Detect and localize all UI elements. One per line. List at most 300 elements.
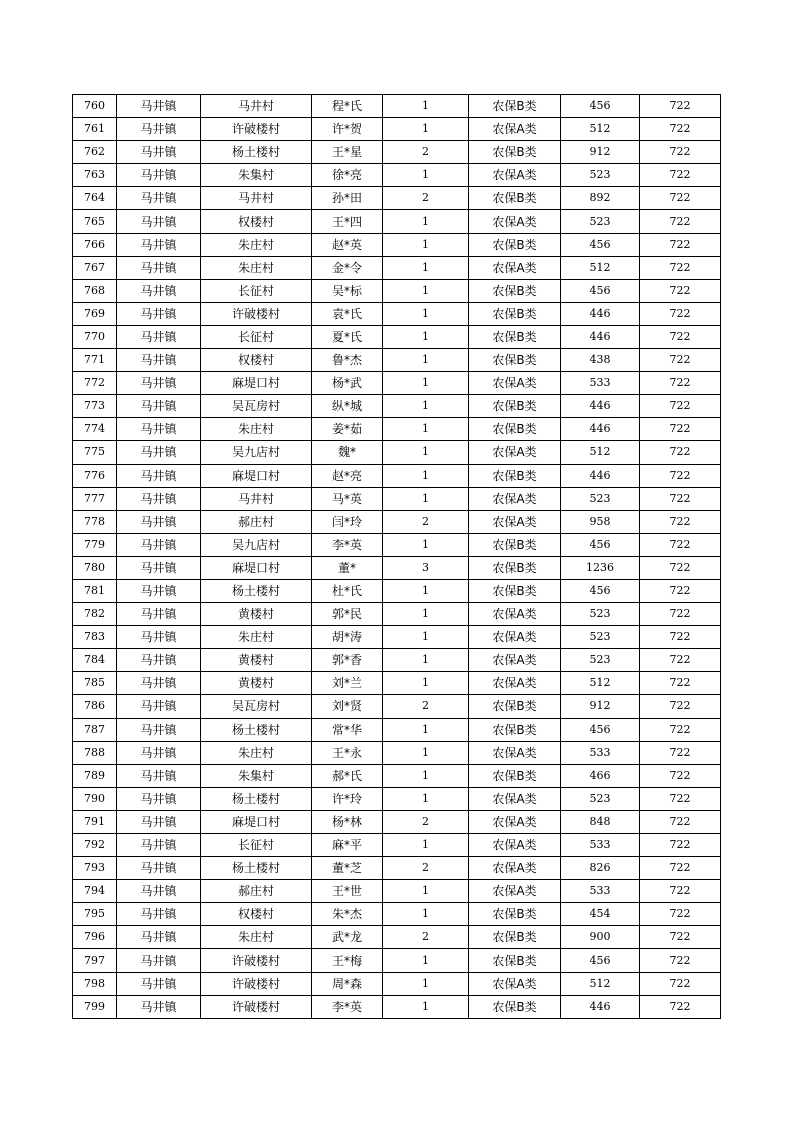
amount-cell: 512: [561, 118, 640, 141]
town-cell: 马井镇: [117, 787, 201, 810]
town-cell: 马井镇: [117, 349, 201, 372]
count-cell: 1: [383, 718, 469, 741]
table-row: [73, 141, 721, 164]
town-cell: 马井镇: [117, 995, 201, 1018]
village-cell: 朱庄村: [201, 626, 312, 649]
serial-cell: 761: [73, 118, 117, 141]
standard-cell: 722: [640, 95, 721, 118]
name-cell: 郭*民: [312, 603, 383, 626]
amount-cell: 446: [561, 325, 640, 348]
amount-cell: 523: [561, 626, 640, 649]
name-cell: 闫*玲: [312, 510, 383, 533]
count-cell: 1: [383, 649, 469, 672]
category-cell: 农保A类: [469, 603, 561, 626]
town-cell: 马井镇: [117, 603, 201, 626]
village-cell: 朱庄村: [201, 256, 312, 279]
name-cell: 赵*亮: [312, 464, 383, 487]
village-cell: 朱集村: [201, 764, 312, 787]
name-cell: 纵*城: [312, 395, 383, 418]
town-cell: 马井镇: [117, 556, 201, 579]
table-row: [73, 556, 721, 579]
town-cell: 马井镇: [117, 372, 201, 395]
category-cell: 农保B类: [469, 302, 561, 325]
category-cell: 农保A类: [469, 487, 561, 510]
serial-cell: 772: [73, 372, 117, 395]
town-cell: 马井镇: [117, 510, 201, 533]
standard-cell: 722: [640, 718, 721, 741]
town-cell: 马井镇: [117, 810, 201, 833]
category-cell: 农保A类: [469, 118, 561, 141]
category-cell: 农保A类: [469, 256, 561, 279]
village-cell: 黄楼村: [201, 649, 312, 672]
village-cell: 马井村: [201, 487, 312, 510]
name-cell: 常*华: [312, 718, 383, 741]
count-cell: 1: [383, 972, 469, 995]
village-cell: 朱集村: [201, 164, 312, 187]
amount-cell: 456: [561, 579, 640, 602]
table-row: [73, 95, 721, 118]
name-cell: 夏*氏: [312, 325, 383, 348]
table-row: [73, 302, 721, 325]
count-cell: 3: [383, 556, 469, 579]
count-cell: 1: [383, 764, 469, 787]
standard-cell: 722: [640, 325, 721, 348]
standard-cell: 722: [640, 487, 721, 510]
name-cell: 朱*杰: [312, 903, 383, 926]
serial-cell: 795: [73, 903, 117, 926]
serial-cell: 769: [73, 302, 117, 325]
category-cell: 农保B类: [469, 141, 561, 164]
table-row: [73, 372, 721, 395]
village-cell: 许破楼村: [201, 302, 312, 325]
standard-cell: 722: [640, 649, 721, 672]
category-cell: 农保B类: [469, 903, 561, 926]
village-cell: 朱庄村: [201, 926, 312, 949]
count-cell: 1: [383, 256, 469, 279]
category-cell: 农保A类: [469, 210, 561, 233]
amount-cell: 523: [561, 787, 640, 810]
name-cell: 许*贺: [312, 118, 383, 141]
amount-cell: 456: [561, 279, 640, 302]
table-row: [73, 418, 721, 441]
name-cell: 金*令: [312, 256, 383, 279]
serial-cell: 777: [73, 487, 117, 510]
category-cell: 农保B类: [469, 995, 561, 1018]
town-cell: 马井镇: [117, 487, 201, 510]
standard-cell: 722: [640, 972, 721, 995]
serial-cell: 765: [73, 210, 117, 233]
village-cell: 麻堤口村: [201, 810, 312, 833]
amount-cell: 533: [561, 834, 640, 857]
category-cell: 农保A类: [469, 880, 561, 903]
standard-cell: 722: [640, 903, 721, 926]
town-cell: 马井镇: [117, 256, 201, 279]
name-cell: 李*英: [312, 995, 383, 1018]
table-row: [73, 903, 721, 926]
count-cell: 1: [383, 279, 469, 302]
table-row: [73, 672, 721, 695]
category-cell: 农保A类: [469, 857, 561, 880]
count-cell: 1: [383, 626, 469, 649]
amount-cell: 958: [561, 510, 640, 533]
village-cell: 麻堤口村: [201, 556, 312, 579]
town-cell: 马井镇: [117, 187, 201, 210]
table-row: [73, 487, 721, 510]
name-cell: 许*玲: [312, 787, 383, 810]
count-cell: 1: [383, 903, 469, 926]
table-row: [73, 349, 721, 372]
serial-cell: 792: [73, 834, 117, 857]
name-cell: 周*森: [312, 972, 383, 995]
category-cell: 农保A类: [469, 741, 561, 764]
name-cell: 王*世: [312, 880, 383, 903]
serial-cell: 783: [73, 626, 117, 649]
town-cell: 马井镇: [117, 672, 201, 695]
count-cell: 1: [383, 349, 469, 372]
name-cell: 胡*涛: [312, 626, 383, 649]
table-row: [73, 880, 721, 903]
town-cell: 马井镇: [117, 141, 201, 164]
serial-cell: 775: [73, 441, 117, 464]
serial-cell: 784: [73, 649, 117, 672]
standard-cell: 722: [640, 141, 721, 164]
table-row: [73, 210, 721, 233]
standard-cell: 722: [640, 949, 721, 972]
count-cell: 1: [383, 949, 469, 972]
name-cell: 李*英: [312, 533, 383, 556]
count-cell: 2: [383, 926, 469, 949]
table-row: [73, 533, 721, 556]
village-cell: 黄楼村: [201, 603, 312, 626]
amount-cell: 523: [561, 164, 640, 187]
town-cell: 马井镇: [117, 695, 201, 718]
serial-cell: 779: [73, 533, 117, 556]
category-cell: 农保A类: [469, 834, 561, 857]
category-cell: 农保B类: [469, 579, 561, 602]
standard-cell: 722: [640, 995, 721, 1018]
serial-cell: 790: [73, 787, 117, 810]
serial-cell: 789: [73, 764, 117, 787]
name-cell: 吴*标: [312, 279, 383, 302]
count-cell: 1: [383, 164, 469, 187]
amount-cell: 456: [561, 533, 640, 556]
name-cell: 王*永: [312, 741, 383, 764]
village-cell: 麻堤口村: [201, 372, 312, 395]
amount-cell: 826: [561, 857, 640, 880]
count-cell: 1: [383, 741, 469, 764]
table-row: [73, 579, 721, 602]
category-cell: 农保B类: [469, 926, 561, 949]
table-row: [73, 279, 721, 302]
village-cell: 许破楼村: [201, 949, 312, 972]
serial-cell: 797: [73, 949, 117, 972]
table-row: [73, 949, 721, 972]
standard-cell: 722: [640, 302, 721, 325]
village-cell: 马井村: [201, 95, 312, 118]
amount-cell: 456: [561, 949, 640, 972]
village-cell: 马井村: [201, 187, 312, 210]
category-cell: 农保B类: [469, 395, 561, 418]
town-cell: 马井镇: [117, 649, 201, 672]
count-cell: 2: [383, 857, 469, 880]
village-cell: 许破楼村: [201, 995, 312, 1018]
town-cell: 马井镇: [117, 395, 201, 418]
name-cell: 程*氏: [312, 95, 383, 118]
serial-cell: 793: [73, 857, 117, 880]
village-cell: 黄楼村: [201, 672, 312, 695]
amount-cell: 446: [561, 302, 640, 325]
table-row: [73, 741, 721, 764]
serial-cell: 764: [73, 187, 117, 210]
serial-cell: 791: [73, 810, 117, 833]
town-cell: 马井镇: [117, 302, 201, 325]
table-row: [73, 626, 721, 649]
standard-cell: 722: [640, 372, 721, 395]
table-body: [73, 95, 721, 1019]
name-cell: 袁*氏: [312, 302, 383, 325]
name-cell: 郝*氏: [312, 764, 383, 787]
name-cell: 武*龙: [312, 926, 383, 949]
town-cell: 马井镇: [117, 903, 201, 926]
name-cell: 麻*平: [312, 834, 383, 857]
amount-cell: 848: [561, 810, 640, 833]
town-cell: 马井镇: [117, 118, 201, 141]
village-cell: 杨土楼村: [201, 141, 312, 164]
village-cell: 朱庄村: [201, 233, 312, 256]
village-cell: 郝庄村: [201, 880, 312, 903]
count-cell: 1: [383, 210, 469, 233]
town-cell: 马井镇: [117, 926, 201, 949]
count-cell: 1: [383, 233, 469, 256]
serial-cell: 770: [73, 325, 117, 348]
amount-cell: 892: [561, 187, 640, 210]
category-cell: 农保A类: [469, 787, 561, 810]
count-cell: 1: [383, 533, 469, 556]
category-cell: 农保A类: [469, 164, 561, 187]
standard-cell: 722: [640, 187, 721, 210]
count-cell: 1: [383, 672, 469, 695]
village-cell: 长征村: [201, 279, 312, 302]
category-cell: 农保A类: [469, 649, 561, 672]
standard-cell: 722: [640, 880, 721, 903]
standard-cell: 722: [640, 834, 721, 857]
amount-cell: 533: [561, 741, 640, 764]
amount-cell: 912: [561, 141, 640, 164]
town-cell: 马井镇: [117, 441, 201, 464]
name-cell: 王*星: [312, 141, 383, 164]
count-cell: 1: [383, 441, 469, 464]
village-cell: 权楼村: [201, 903, 312, 926]
amount-cell: 900: [561, 926, 640, 949]
name-cell: 鲁*杰: [312, 349, 383, 372]
table-row: [73, 187, 721, 210]
town-cell: 马井镇: [117, 579, 201, 602]
category-cell: 农保B类: [469, 349, 561, 372]
name-cell: 赵*英: [312, 233, 383, 256]
amount-cell: 446: [561, 995, 640, 1018]
category-cell: 农保B类: [469, 718, 561, 741]
count-cell: 1: [383, 395, 469, 418]
count-cell: 1: [383, 302, 469, 325]
amount-cell: 512: [561, 256, 640, 279]
table-row: [73, 603, 721, 626]
serial-cell: 773: [73, 395, 117, 418]
standard-cell: 722: [640, 510, 721, 533]
amount-cell: 446: [561, 464, 640, 487]
category-cell: 农保A类: [469, 510, 561, 533]
town-cell: 马井镇: [117, 764, 201, 787]
name-cell: 马*英: [312, 487, 383, 510]
serial-cell: 787: [73, 718, 117, 741]
count-cell: 2: [383, 810, 469, 833]
amount-cell: 533: [561, 372, 640, 395]
count-cell: 1: [383, 325, 469, 348]
category-cell: 农保B类: [469, 695, 561, 718]
table-row: [73, 164, 721, 187]
count-cell: 1: [383, 579, 469, 602]
village-cell: 吴九店村: [201, 533, 312, 556]
town-cell: 马井镇: [117, 279, 201, 302]
name-cell: 魏*: [312, 441, 383, 464]
serial-cell: 768: [73, 279, 117, 302]
amount-cell: 466: [561, 764, 640, 787]
serial-cell: 778: [73, 510, 117, 533]
category-cell: 农保B类: [469, 764, 561, 787]
amount-cell: 523: [561, 603, 640, 626]
count-cell: 1: [383, 372, 469, 395]
count-cell: 1: [383, 118, 469, 141]
name-cell: 徐*亮: [312, 164, 383, 187]
town-cell: 马井镇: [117, 949, 201, 972]
amount-cell: 512: [561, 672, 640, 695]
name-cell: 刘*兰: [312, 672, 383, 695]
village-cell: 权楼村: [201, 210, 312, 233]
standard-cell: 722: [640, 695, 721, 718]
count-cell: 1: [383, 603, 469, 626]
standard-cell: 722: [640, 118, 721, 141]
village-cell: 长征村: [201, 834, 312, 857]
standard-cell: 722: [640, 626, 721, 649]
amount-cell: 533: [561, 880, 640, 903]
amount-cell: 1236: [561, 556, 640, 579]
serial-cell: 798: [73, 972, 117, 995]
amount-cell: 456: [561, 718, 640, 741]
category-cell: 农保B类: [469, 325, 561, 348]
town-cell: 马井镇: [117, 325, 201, 348]
count-cell: 1: [383, 487, 469, 510]
standard-cell: 722: [640, 233, 721, 256]
town-cell: 马井镇: [117, 418, 201, 441]
town-cell: 马井镇: [117, 741, 201, 764]
category-cell: 农保B类: [469, 464, 561, 487]
village-cell: 朱庄村: [201, 741, 312, 764]
category-cell: 农保B类: [469, 949, 561, 972]
amount-cell: 523: [561, 210, 640, 233]
serial-cell: 767: [73, 256, 117, 279]
amount-cell: 523: [561, 649, 640, 672]
standard-cell: 722: [640, 603, 721, 626]
category-cell: 农保A类: [469, 810, 561, 833]
village-cell: 许破楼村: [201, 118, 312, 141]
town-cell: 马井镇: [117, 626, 201, 649]
standard-cell: 722: [640, 741, 721, 764]
standard-cell: 722: [640, 256, 721, 279]
village-cell: 朱庄村: [201, 418, 312, 441]
town-cell: 马井镇: [117, 718, 201, 741]
standard-cell: 722: [640, 579, 721, 602]
standard-cell: 722: [640, 349, 721, 372]
standard-cell: 722: [640, 210, 721, 233]
name-cell: 王*梅: [312, 949, 383, 972]
village-cell: 吴瓦房村: [201, 695, 312, 718]
category-cell: 农保B类: [469, 95, 561, 118]
table-row: [73, 395, 721, 418]
table-row: [73, 233, 721, 256]
standard-cell: 722: [640, 418, 721, 441]
count-cell: 1: [383, 95, 469, 118]
standard-cell: 722: [640, 672, 721, 695]
serial-cell: 794: [73, 880, 117, 903]
serial-cell: 766: [73, 233, 117, 256]
serial-cell: 796: [73, 926, 117, 949]
serial-cell: 782: [73, 603, 117, 626]
category-cell: 农保B类: [469, 279, 561, 302]
town-cell: 马井镇: [117, 464, 201, 487]
name-cell: 郭*香: [312, 649, 383, 672]
name-cell: 刘*贤: [312, 695, 383, 718]
village-cell: 吴瓦房村: [201, 395, 312, 418]
serial-cell: 762: [73, 141, 117, 164]
category-cell: 农保A类: [469, 672, 561, 695]
village-cell: 吴九店村: [201, 441, 312, 464]
standard-cell: 722: [640, 787, 721, 810]
table-row: [73, 787, 721, 810]
village-cell: 杨土楼村: [201, 718, 312, 741]
count-cell: 1: [383, 880, 469, 903]
standard-cell: 722: [640, 395, 721, 418]
serial-cell: 781: [73, 579, 117, 602]
serial-cell: 776: [73, 464, 117, 487]
name-cell: 董*芝: [312, 857, 383, 880]
amount-cell: 438: [561, 349, 640, 372]
village-cell: 杨土楼村: [201, 579, 312, 602]
standard-cell: 722: [640, 764, 721, 787]
table-row: [73, 325, 721, 348]
count-cell: 1: [383, 995, 469, 1018]
name-cell: 孙*田: [312, 187, 383, 210]
town-cell: 马井镇: [117, 533, 201, 556]
village-cell: 郝庄村: [201, 510, 312, 533]
table-row: [73, 926, 721, 949]
village-cell: 权楼村: [201, 349, 312, 372]
town-cell: 马井镇: [117, 164, 201, 187]
name-cell: 董*: [312, 556, 383, 579]
standard-cell: 722: [640, 441, 721, 464]
data-table: [72, 94, 721, 1019]
amount-cell: 912: [561, 695, 640, 718]
category-cell: 农保A类: [469, 626, 561, 649]
category-cell: 农保A类: [469, 441, 561, 464]
table-row: [73, 118, 721, 141]
town-cell: 马井镇: [117, 834, 201, 857]
table-row: [73, 857, 721, 880]
village-cell: 长征村: [201, 325, 312, 348]
table-row: [73, 510, 721, 533]
category-cell: 农保B类: [469, 418, 561, 441]
category-cell: 农保B类: [469, 556, 561, 579]
standard-cell: 722: [640, 164, 721, 187]
town-cell: 马井镇: [117, 233, 201, 256]
